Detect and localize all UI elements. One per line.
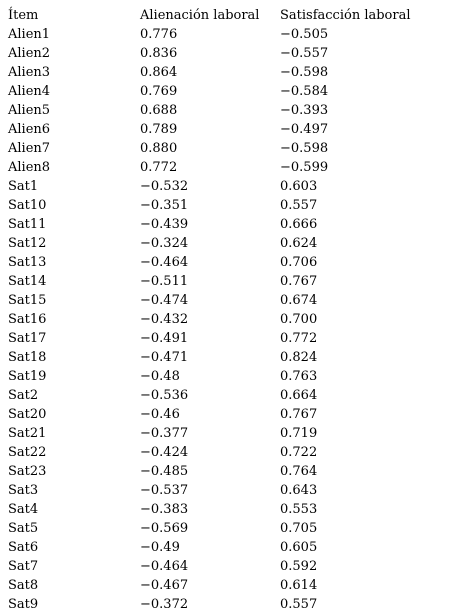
cell-satisfaccion: 0.706 [280,255,318,270]
table-row [0,310,449,329]
cell-item: Sat5 [8,521,39,536]
table-row [0,291,449,310]
table-row [0,120,449,139]
table-row [0,405,449,424]
cell-item: Alien7 [8,141,51,156]
table-row [0,196,449,215]
cell-satisfaccion: 0.722 [280,445,318,460]
cell-satisfaccion: 0.614 [280,578,318,593]
cell-satisfaccion: 0.603 [280,179,318,194]
table-row [0,367,449,386]
cell-item: Sat23 [8,464,47,479]
cell-alienacion: −0.439 [140,217,189,232]
cell-satisfaccion: 0.592 [280,559,318,574]
cell-alienacion: −0.48 [140,369,180,384]
table-row [0,158,449,177]
cell-satisfaccion: 0.605 [280,540,318,555]
cell-satisfaccion: 0.700 [280,312,318,327]
cell-item: Sat1 [8,179,39,194]
cell-alienacion: −0.471 [140,350,189,365]
cell-alienacion: 0.880 [140,141,178,156]
cell-item: Sat9 [8,597,39,612]
cell-item: Sat21 [8,426,47,441]
cell-satisfaccion: −0.557 [280,46,329,61]
cell-satisfaccion: −0.584 [280,84,329,99]
table-row [0,215,449,234]
table-row [0,538,449,557]
cell-alienacion: −0.467 [140,578,189,593]
cell-alienacion: 0.776 [140,27,178,42]
cell-alienacion: −0.537 [140,483,189,498]
cell-alienacion: −0.432 [140,312,189,327]
cell-alienacion: −0.485 [140,464,189,479]
cell-item: Sat14 [8,274,47,289]
cell-alienacion: 0.688 [140,103,178,118]
cell-item: Alien6 [8,122,51,137]
cell-satisfaccion: 0.705 [280,521,318,536]
cell-item: Sat10 [8,198,47,213]
cell-item: Alien1 [8,27,51,42]
cell-item: Sat6 [8,540,39,555]
table-row [0,481,449,500]
table-row [0,576,449,595]
cell-item: Alien5 [8,103,51,118]
cell-item: Sat12 [8,236,47,251]
cell-alienacion: −0.464 [140,559,189,574]
cell-satisfaccion: 0.557 [280,597,318,612]
header-alienacion: Alienación laboral [140,8,260,23]
table-row [0,557,449,576]
cell-satisfaccion: −0.598 [280,141,329,156]
cell-item: Sat19 [8,369,47,384]
cell-satisfaccion: 0.674 [280,293,318,308]
cell-item: Sat2 [8,388,39,403]
table-row [0,519,449,538]
cell-item: Sat8 [8,578,39,593]
cell-satisfaccion: −0.599 [280,160,329,175]
table-row [0,25,449,44]
cell-alienacion: −0.46 [140,407,180,422]
cell-item: Alien4 [8,84,51,99]
table-row [0,462,449,481]
cell-alienacion: −0.464 [140,255,189,270]
cell-alienacion: −0.424 [140,445,189,460]
cell-alienacion: −0.532 [140,179,189,194]
table-row [0,329,449,348]
cell-satisfaccion: −0.393 [280,103,329,118]
cell-item: Sat16 [8,312,47,327]
cell-alienacion: −0.372 [140,597,189,612]
cell-alienacion: 0.769 [140,84,178,99]
cell-item: Alien8 [8,160,51,175]
table-row [0,386,449,405]
table-row [0,101,449,120]
table-row [0,595,449,614]
table-row [0,272,449,291]
cell-item: Sat20 [8,407,47,422]
cell-alienacion: −0.49 [140,540,180,555]
table-row [0,82,449,101]
cell-satisfaccion: −0.598 [280,65,329,80]
table-body [0,25,449,614]
cell-item: Sat13 [8,255,47,270]
table-row [0,500,449,519]
cell-alienacion: −0.491 [140,331,189,346]
cell-item: Alien3 [8,65,51,80]
cell-alienacion: −0.474 [140,293,189,308]
cell-alienacion: 0.772 [140,160,178,175]
table-row [0,253,449,272]
cell-satisfaccion: 0.664 [280,388,318,403]
cell-alienacion: −0.324 [140,236,189,251]
cell-satisfaccion: −0.505 [280,27,329,42]
table-row [0,63,449,82]
table-row [0,424,449,443]
cell-alienacion: 0.789 [140,122,178,137]
cell-alienacion: −0.377 [140,426,189,441]
cell-item: Sat18 [8,350,47,365]
cell-satisfaccion: 0.763 [280,369,318,384]
cell-item: Alien2 [8,46,51,61]
cell-alienacion: −0.383 [140,502,189,517]
cell-satisfaccion: 0.719 [280,426,318,441]
cell-satisfaccion: 0.557 [280,198,318,213]
table-row [0,348,449,367]
cell-satisfaccion: 0.624 [280,236,318,251]
header-satisfaccion: Satisfacción laboral [280,8,411,23]
cell-item: Sat7 [8,559,39,574]
cell-satisfaccion: 0.553 [280,502,318,517]
table-row [0,44,449,63]
cell-satisfaccion: 0.824 [280,350,318,365]
cell-alienacion: −0.536 [140,388,189,403]
cell-item: Sat11 [8,217,47,232]
cell-satisfaccion: 0.767 [280,407,318,422]
cell-satisfaccion: 0.772 [280,331,318,346]
table-row [0,139,449,158]
cell-alienacion: −0.569 [140,521,189,536]
table-row [0,177,449,196]
cell-alienacion: 0.836 [140,46,178,61]
cell-item: Sat22 [8,445,47,460]
table-row [0,443,449,462]
cell-alienacion: −0.511 [140,274,189,289]
cell-alienacion: −0.351 [140,198,189,213]
cell-item: Sat3 [8,483,39,498]
header-item: Ítem [8,8,39,23]
cell-satisfaccion: 0.643 [280,483,318,498]
cell-satisfaccion: 0.666 [280,217,318,232]
cell-item: Sat17 [8,331,47,346]
cell-satisfaccion: 0.767 [280,274,318,289]
table-row [0,234,449,253]
cell-alienacion: 0.864 [140,65,178,80]
cell-item: Sat15 [8,293,47,308]
cell-item: Sat4 [8,502,39,517]
loadings-table [0,6,449,614]
cell-satisfaccion: 0.764 [280,464,318,479]
table-header-row [0,6,449,25]
cell-satisfaccion: −0.497 [280,122,329,137]
